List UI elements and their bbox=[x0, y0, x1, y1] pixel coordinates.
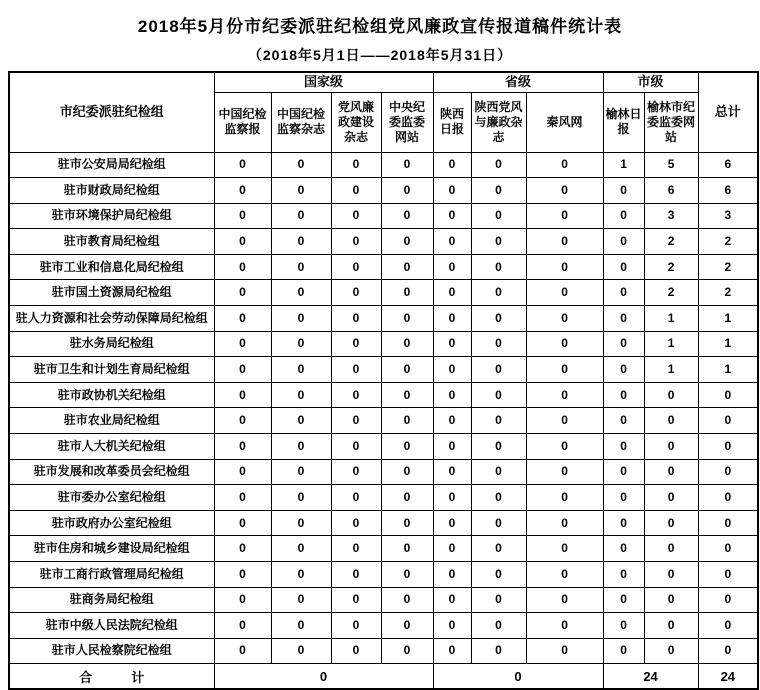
value-cell: 0 bbox=[381, 203, 433, 229]
column-header-zhongguo-jijian-jianchabao: 中国纪检监察报 bbox=[214, 92, 271, 152]
value-cell: 0 bbox=[331, 536, 381, 562]
value-cell: 0 bbox=[381, 178, 433, 204]
value-cell: 0 bbox=[214, 306, 271, 332]
table-row bbox=[9, 178, 758, 204]
value-cell: 0 bbox=[603, 229, 644, 255]
value-cell: 0 bbox=[331, 178, 381, 204]
value-cell: 0 bbox=[526, 587, 603, 613]
value-cell: 0 bbox=[526, 178, 603, 204]
value-cell: 2 bbox=[644, 280, 698, 306]
row-total-cell: 0 bbox=[698, 562, 758, 588]
value-cell: 0 bbox=[214, 536, 271, 562]
value-cell: 0 bbox=[331, 306, 381, 332]
value-cell: 0 bbox=[381, 613, 433, 639]
value-cell: 0 bbox=[603, 357, 644, 383]
value-cell: 0 bbox=[381, 331, 433, 357]
row-total-cell: 1 bbox=[698, 357, 758, 383]
value-cell: 0 bbox=[271, 613, 331, 639]
inspection-group-name: 驻市政协机关纪检组 bbox=[9, 382, 214, 408]
table-row bbox=[9, 229, 758, 255]
column-header-zhongyang-jiwei-jianwei-wangzhan: 中央纪委监委网站 bbox=[381, 92, 433, 152]
value-cell: 0 bbox=[644, 510, 698, 536]
value-cell: 0 bbox=[471, 229, 526, 255]
date-range-subtitle: （2018年5月1日——2018年5月31日） bbox=[247, 47, 513, 63]
value-cell: 0 bbox=[271, 434, 331, 460]
value-cell: 0 bbox=[271, 280, 331, 306]
value-cell: 0 bbox=[526, 229, 603, 255]
inspection-group-name: 驻市工商行政管理局纪检组 bbox=[9, 562, 214, 588]
value-cell: 0 bbox=[381, 587, 433, 613]
value-cell: 0 bbox=[526, 280, 603, 306]
value-cell: 0 bbox=[381, 485, 433, 511]
row-total-cell: 0 bbox=[698, 638, 758, 664]
value-cell: 0 bbox=[271, 178, 331, 204]
value-cell: 0 bbox=[331, 254, 381, 280]
table-row bbox=[9, 587, 758, 613]
value-cell: 0 bbox=[214, 331, 271, 357]
table-row bbox=[9, 510, 758, 536]
value-cell: 0 bbox=[214, 229, 271, 255]
value-cell: 0 bbox=[331, 280, 381, 306]
value-cell: 1 bbox=[644, 331, 698, 357]
inspection-group-name: 驻市环境保护局纪检组 bbox=[9, 203, 214, 229]
value-cell: 0 bbox=[471, 408, 526, 434]
value-cell: 0 bbox=[644, 536, 698, 562]
table-row bbox=[9, 254, 758, 280]
value-cell: 5 bbox=[644, 152, 698, 178]
value-cell: 0 bbox=[433, 203, 471, 229]
value-cell: 0 bbox=[381, 152, 433, 178]
value-cell: 2 bbox=[644, 254, 698, 280]
value-cell: 0 bbox=[271, 562, 331, 588]
table-row bbox=[9, 638, 758, 664]
group-header-national: 国家级 bbox=[214, 72, 433, 92]
value-cell: 1 bbox=[644, 306, 698, 332]
inspection-group-name: 驻市人大机关纪检组 bbox=[9, 434, 214, 460]
value-cell: 0 bbox=[433, 229, 471, 255]
value-cell: 0 bbox=[471, 510, 526, 536]
row-total-cell: 0 bbox=[698, 536, 758, 562]
value-cell: 0 bbox=[644, 587, 698, 613]
value-cell: 0 bbox=[271, 152, 331, 178]
row-total-cell: 0 bbox=[698, 510, 758, 536]
value-cell: 0 bbox=[526, 485, 603, 511]
row-total-cell: 1 bbox=[698, 331, 758, 357]
value-cell: 0 bbox=[331, 587, 381, 613]
value-cell: 0 bbox=[526, 408, 603, 434]
value-cell: 6 bbox=[644, 178, 698, 204]
value-cell: 0 bbox=[603, 510, 644, 536]
table-row bbox=[9, 203, 758, 229]
table-header bbox=[9, 72, 758, 152]
value-cell: 0 bbox=[471, 203, 526, 229]
value-cell: 0 bbox=[433, 331, 471, 357]
value-cell: 0 bbox=[271, 408, 331, 434]
value-cell: 0 bbox=[526, 203, 603, 229]
value-cell: 0 bbox=[603, 178, 644, 204]
value-cell: 0 bbox=[331, 613, 381, 639]
value-cell: 0 bbox=[271, 587, 331, 613]
group-header-row bbox=[9, 72, 758, 92]
value-cell: 0 bbox=[381, 510, 433, 536]
value-cell: 0 bbox=[644, 408, 698, 434]
value-cell: 0 bbox=[214, 152, 271, 178]
value-cell: 0 bbox=[603, 254, 644, 280]
value-cell: 0 bbox=[471, 178, 526, 204]
value-cell: 0 bbox=[381, 434, 433, 460]
value-cell: 0 bbox=[471, 536, 526, 562]
value-cell: 0 bbox=[331, 331, 381, 357]
inspection-group-name: 驻商务局纪检组 bbox=[9, 587, 214, 613]
value-cell: 0 bbox=[433, 613, 471, 639]
value-cell: 0 bbox=[214, 510, 271, 536]
value-cell: 0 bbox=[331, 638, 381, 664]
table-row bbox=[9, 613, 758, 639]
inspection-group-name: 驻市财政局纪检组 bbox=[9, 178, 214, 204]
footer-municipal-total: 24 bbox=[603, 664, 698, 689]
row-total-cell: 0 bbox=[698, 613, 758, 639]
table-body bbox=[9, 152, 758, 664]
inspection-group-name: 驻市国土资源局纪检组 bbox=[9, 280, 214, 306]
value-cell: 0 bbox=[471, 562, 526, 588]
value-cell: 0 bbox=[603, 459, 644, 485]
page-title: 2018年5月份市纪委派驻纪检组党风廉政宣传报道稿件统计表 bbox=[137, 17, 623, 36]
table-row bbox=[9, 485, 758, 511]
value-cell: 0 bbox=[381, 306, 433, 332]
table-row bbox=[9, 331, 758, 357]
value-cell: 0 bbox=[433, 459, 471, 485]
value-cell: 0 bbox=[271, 382, 331, 408]
row-total-cell: 6 bbox=[698, 178, 758, 204]
value-cell: 0 bbox=[471, 306, 526, 332]
value-cell: 2 bbox=[644, 229, 698, 255]
value-cell: 0 bbox=[381, 280, 433, 306]
column-header-shaanxi-ribao: 陕西日报 bbox=[433, 92, 471, 152]
value-cell: 3 bbox=[644, 203, 698, 229]
value-cell: 0 bbox=[603, 306, 644, 332]
value-cell: 0 bbox=[603, 536, 644, 562]
value-cell: 0 bbox=[331, 357, 381, 383]
inspection-group-name: 驻市工业和信息化局纪检组 bbox=[9, 254, 214, 280]
value-cell: 0 bbox=[471, 254, 526, 280]
value-cell: 0 bbox=[526, 306, 603, 332]
value-cell: 0 bbox=[214, 587, 271, 613]
value-cell: 0 bbox=[271, 536, 331, 562]
value-cell: 0 bbox=[271, 203, 331, 229]
value-cell: 0 bbox=[644, 613, 698, 639]
value-cell: 0 bbox=[381, 536, 433, 562]
value-cell: 0 bbox=[433, 152, 471, 178]
value-cell: 0 bbox=[381, 382, 433, 408]
value-cell: 1 bbox=[603, 152, 644, 178]
row-header-label: 市纪委派驻纪检组 bbox=[9, 72, 214, 152]
row-total-cell: 0 bbox=[698, 382, 758, 408]
table-row bbox=[9, 306, 758, 332]
value-cell: 0 bbox=[603, 638, 644, 664]
value-cell: 0 bbox=[603, 587, 644, 613]
value-cell: 0 bbox=[331, 229, 381, 255]
column-header-zhongguo-jijian-jiancha-zazhi: 中国纪检监察杂志 bbox=[271, 92, 331, 152]
row-total-cell: 0 bbox=[698, 587, 758, 613]
table-row bbox=[9, 562, 758, 588]
value-cell: 0 bbox=[271, 638, 331, 664]
value-cell: 0 bbox=[331, 562, 381, 588]
value-cell: 0 bbox=[644, 382, 698, 408]
value-cell: 0 bbox=[603, 485, 644, 511]
value-cell: 0 bbox=[526, 510, 603, 536]
value-cell: 0 bbox=[381, 357, 433, 383]
value-cell: 0 bbox=[214, 459, 271, 485]
value-cell: 0 bbox=[471, 357, 526, 383]
value-cell: 0 bbox=[271, 459, 331, 485]
value-cell: 0 bbox=[433, 434, 471, 460]
value-cell: 0 bbox=[381, 408, 433, 434]
value-cell: 0 bbox=[603, 613, 644, 639]
value-cell: 0 bbox=[603, 331, 644, 357]
inspection-group-name: 驻市人民检察院纪检组 bbox=[9, 638, 214, 664]
table-row bbox=[9, 408, 758, 434]
row-total-cell: 2 bbox=[698, 254, 758, 280]
value-cell: 0 bbox=[214, 638, 271, 664]
footer-provincial-total: 0 bbox=[433, 664, 603, 689]
value-cell: 0 bbox=[471, 459, 526, 485]
value-cell: 0 bbox=[433, 178, 471, 204]
table-row bbox=[9, 357, 758, 383]
footer-national-total: 0 bbox=[214, 664, 433, 689]
inspection-group-name: 驻水务局纪检组 bbox=[9, 331, 214, 357]
value-cell: 0 bbox=[271, 229, 331, 255]
value-cell: 0 bbox=[603, 562, 644, 588]
value-cell: 0 bbox=[381, 254, 433, 280]
value-cell: 1 bbox=[644, 357, 698, 383]
table-row bbox=[9, 434, 758, 460]
table-row bbox=[9, 459, 758, 485]
column-header-dangfeng-lianzheng-jianshe-zazhi: 党风廉政建设杂志 bbox=[331, 92, 381, 152]
value-cell: 0 bbox=[214, 408, 271, 434]
value-cell: 0 bbox=[526, 562, 603, 588]
inspection-group-name: 驻市公安局局纪检组 bbox=[9, 152, 214, 178]
value-cell: 0 bbox=[644, 434, 698, 460]
value-cell: 0 bbox=[214, 178, 271, 204]
value-cell: 0 bbox=[603, 280, 644, 306]
value-cell: 0 bbox=[526, 357, 603, 383]
value-cell: 0 bbox=[271, 331, 331, 357]
value-cell: 0 bbox=[433, 306, 471, 332]
value-cell: 0 bbox=[331, 382, 381, 408]
row-total-cell: 2 bbox=[698, 280, 758, 306]
row-total-cell: 0 bbox=[698, 459, 758, 485]
footer-grand-total: 24 bbox=[698, 664, 758, 689]
value-cell: 0 bbox=[433, 357, 471, 383]
value-cell: 0 bbox=[214, 485, 271, 511]
value-cell: 0 bbox=[433, 254, 471, 280]
row-total-cell: 2 bbox=[698, 229, 758, 255]
column-header-yulinshi-jiwei-jianwei-wangzhan: 榆林市纪委监委网站 bbox=[644, 92, 698, 152]
value-cell: 0 bbox=[214, 434, 271, 460]
value-cell: 0 bbox=[331, 485, 381, 511]
inspection-group-name: 驻市中级人民法院纪检组 bbox=[9, 613, 214, 639]
value-cell: 0 bbox=[331, 203, 381, 229]
value-cell: 0 bbox=[603, 408, 644, 434]
column-header-yulin-ribao: 榆林日报 bbox=[603, 92, 644, 152]
value-cell: 0 bbox=[644, 562, 698, 588]
value-cell: 0 bbox=[331, 459, 381, 485]
inspection-group-name: 驻市教育局纪检组 bbox=[9, 229, 214, 255]
value-cell: 0 bbox=[214, 254, 271, 280]
value-cell: 0 bbox=[214, 357, 271, 383]
value-cell: 0 bbox=[433, 382, 471, 408]
value-cell: 0 bbox=[471, 382, 526, 408]
value-cell: 0 bbox=[381, 229, 433, 255]
value-cell: 0 bbox=[433, 638, 471, 664]
value-cell: 0 bbox=[526, 382, 603, 408]
value-cell: 0 bbox=[471, 638, 526, 664]
value-cell: 0 bbox=[433, 280, 471, 306]
value-cell: 0 bbox=[471, 613, 526, 639]
group-header-municipal: 市级 bbox=[603, 72, 698, 92]
value-cell: 0 bbox=[471, 587, 526, 613]
value-cell: 0 bbox=[603, 382, 644, 408]
inspection-group-name: 驻市卫生和计划生育局纪检组 bbox=[9, 357, 214, 383]
value-cell: 0 bbox=[603, 434, 644, 460]
value-cell: 0 bbox=[526, 638, 603, 664]
value-cell: 0 bbox=[214, 280, 271, 306]
value-cell: 0 bbox=[433, 562, 471, 588]
value-cell: 0 bbox=[526, 459, 603, 485]
inspection-group-name: 驻人力资源和社会劳动保障局纪检组 bbox=[9, 306, 214, 332]
value-cell: 0 bbox=[644, 485, 698, 511]
value-cell: 0 bbox=[381, 459, 433, 485]
value-cell: 0 bbox=[471, 434, 526, 460]
group-header-provincial: 省级 bbox=[433, 72, 603, 92]
value-cell: 0 bbox=[271, 357, 331, 383]
value-cell: 0 bbox=[526, 536, 603, 562]
value-cell: 0 bbox=[271, 254, 331, 280]
table-row bbox=[9, 280, 758, 306]
value-cell: 0 bbox=[526, 331, 603, 357]
value-cell: 0 bbox=[214, 382, 271, 408]
statistics-table bbox=[8, 71, 759, 690]
value-cell: 0 bbox=[526, 254, 603, 280]
value-cell: 0 bbox=[433, 587, 471, 613]
table-row bbox=[9, 536, 758, 562]
row-total-cell: 1 bbox=[698, 306, 758, 332]
value-cell: 0 bbox=[331, 408, 381, 434]
value-cell: 0 bbox=[526, 152, 603, 178]
total-column-header: 总计 bbox=[698, 72, 758, 152]
column-header-qinfengwang: 秦风网 bbox=[526, 92, 603, 152]
inspection-group-name: 驻市政府办公室纪检组 bbox=[9, 510, 214, 536]
value-cell: 0 bbox=[644, 638, 698, 664]
footer-total-row bbox=[9, 664, 758, 689]
value-cell: 0 bbox=[526, 613, 603, 639]
value-cell: 0 bbox=[214, 203, 271, 229]
value-cell: 0 bbox=[381, 638, 433, 664]
value-cell: 0 bbox=[433, 485, 471, 511]
value-cell: 0 bbox=[381, 562, 433, 588]
value-cell: 0 bbox=[433, 536, 471, 562]
value-cell: 0 bbox=[331, 152, 381, 178]
value-cell: 0 bbox=[271, 306, 331, 332]
row-total-cell: 3 bbox=[698, 203, 758, 229]
value-cell: 0 bbox=[433, 510, 471, 536]
row-total-cell: 6 bbox=[698, 152, 758, 178]
row-total-cell: 0 bbox=[698, 408, 758, 434]
value-cell: 0 bbox=[471, 280, 526, 306]
value-cell: 0 bbox=[331, 434, 381, 460]
inspection-group-name: 驻市发展和改革委员会纪检组 bbox=[9, 459, 214, 485]
value-cell: 0 bbox=[214, 562, 271, 588]
column-header-shaanxi-dangfeng-yu-lianzheng-zazhi: 陕西党风与廉政杂志 bbox=[471, 92, 526, 152]
value-cell: 0 bbox=[603, 203, 644, 229]
value-cell: 0 bbox=[271, 510, 331, 536]
inspection-group-name: 驻市住房和城乡建设局纪检组 bbox=[9, 536, 214, 562]
inspection-group-name: 驻市委办公室纪检组 bbox=[9, 485, 214, 511]
value-cell: 0 bbox=[331, 510, 381, 536]
value-cell: 0 bbox=[471, 485, 526, 511]
value-cell: 0 bbox=[471, 152, 526, 178]
table-footer bbox=[9, 664, 758, 689]
value-cell: 0 bbox=[471, 331, 526, 357]
value-cell: 0 bbox=[433, 408, 471, 434]
table-row bbox=[9, 152, 758, 178]
value-cell: 0 bbox=[214, 613, 271, 639]
inspection-group-name: 驻市农业局纪检组 bbox=[9, 408, 214, 434]
footer-total-label: 合 计 bbox=[9, 664, 214, 689]
value-cell: 0 bbox=[644, 459, 698, 485]
table-row bbox=[9, 382, 758, 408]
row-total-cell: 0 bbox=[698, 434, 758, 460]
row-total-cell: 0 bbox=[698, 485, 758, 511]
value-cell: 0 bbox=[526, 434, 603, 460]
value-cell: 0 bbox=[271, 485, 331, 511]
